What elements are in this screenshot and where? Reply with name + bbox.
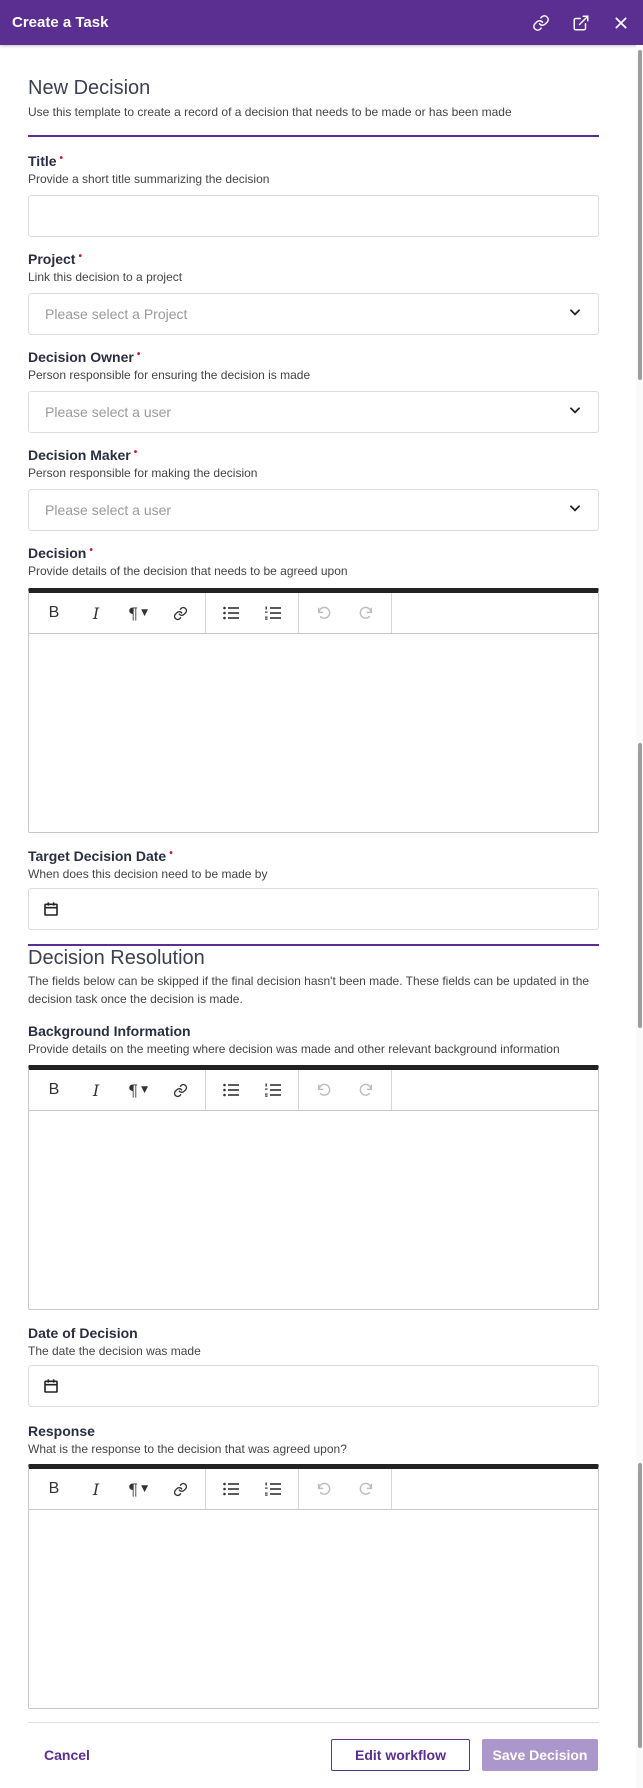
- owner-label: Decision Owner: [28, 349, 134, 365]
- background-editor: [28, 1065, 599, 1310]
- section-header-decision-resolution: [28, 947, 599, 1008]
- decision-label: Decision: [28, 545, 87, 561]
- bullet-list-button[interactable]: [210, 1070, 252, 1110]
- undo-icon: [316, 605, 332, 621]
- redo-button[interactable]: [345, 1070, 387, 1110]
- link-button[interactable]: [159, 593, 201, 633]
- caret-down-icon: ▼: [141, 1484, 149, 1494]
- paragraph-icon: ¶: [127, 1479, 139, 1499]
- background-help: Provide details on the meeting where decision was made and other relevant background information: [28, 1042, 560, 1056]
- redo-icon: [358, 1082, 374, 1098]
- bold-button[interactable]: B: [48, 1081, 60, 1098]
- chevron-down-icon: [568, 501, 582, 520]
- required-marker: •: [59, 153, 64, 164]
- numbered-list-button[interactable]: [252, 1469, 294, 1509]
- editor-toolbar: [29, 1070, 598, 1111]
- calendar-icon: [43, 901, 59, 917]
- edit-workflow-button[interactable]: Edit workflow: [331, 1739, 470, 1771]
- owner-field-group: [28, 349, 310, 382]
- dialog-header: [0, 0, 643, 45]
- italic-button[interactable]: I: [92, 603, 100, 623]
- caret-down-icon: ▼: [141, 608, 149, 618]
- calendar-icon: [43, 1378, 59, 1394]
- project-select[interactable]: [28, 293, 599, 335]
- paragraph-format-button[interactable]: [117, 1469, 159, 1509]
- undo-button[interactable]: [303, 593, 345, 633]
- scrollbar-thumb-secondary[interactable]: [638, 743, 642, 1028]
- redo-icon: [358, 605, 374, 621]
- decision-editor: [28, 588, 599, 833]
- editor-toolbar: [29, 1469, 598, 1510]
- numbered-list-button[interactable]: [252, 593, 294, 633]
- response-label: Response: [28, 1423, 95, 1439]
- required-marker: •: [136, 349, 141, 360]
- bold-button[interactable]: B: [48, 1480, 60, 1497]
- response-field-group: [28, 1423, 347, 1456]
- bold-button[interactable]: B: [48, 604, 60, 621]
- title-field-group: [28, 153, 269, 186]
- maker-placeholder: Please select a user: [45, 502, 172, 518]
- owner-help: Person responsible for ensuring the decision is made: [28, 368, 311, 382]
- undo-button[interactable]: [303, 1469, 345, 1509]
- link-button[interactable]: [159, 1070, 201, 1110]
- bullet-list-icon: [223, 1083, 239, 1097]
- numbered-list-icon: [265, 1482, 281, 1496]
- link-icon: [173, 1482, 188, 1497]
- chevron-down-icon: [568, 403, 582, 422]
- link-icon[interactable]: [531, 13, 551, 33]
- project-label: Project: [28, 251, 76, 267]
- numbered-list-button[interactable]: [252, 1070, 294, 1110]
- cancel-button[interactable]: Cancel: [44, 1747, 90, 1763]
- date-of-decision-help: The date the decision was made: [28, 1344, 201, 1358]
- date-of-decision-field-group: [28, 1325, 201, 1358]
- paragraph-icon: ¶: [127, 1080, 139, 1100]
- background-label: Background Information: [28, 1023, 191, 1039]
- footer-divider: [28, 1722, 599, 1723]
- section-subtitle: The fields below can be skipped if the final decision hasn't been made. These fields can be updated in the decision task once the decision is made.: [28, 974, 590, 1006]
- project-help: Link this decision to a project: [28, 270, 183, 284]
- scrollbar[interactable]: [636, 45, 643, 1788]
- numbered-list-icon: [265, 1083, 281, 1097]
- response-help: What is the response to the decision that was agreed upon?: [28, 1442, 347, 1456]
- dialog-title: Create a Task: [12, 14, 109, 31]
- link-icon: [173, 1083, 188, 1098]
- title-help: Provide a short title summarizing the decision: [28, 172, 270, 186]
- decision-editor-body[interactable]: [29, 634, 598, 832]
- caret-down-icon: ▼: [141, 1085, 149, 1095]
- target-date-label: Target Decision Date: [28, 848, 167, 864]
- undo-button[interactable]: [303, 1070, 345, 1110]
- italic-button[interactable]: I: [92, 1479, 100, 1499]
- required-marker: •: [169, 848, 173, 859]
- undo-icon: [316, 1481, 332, 1497]
- title-label: Title: [28, 153, 57, 169]
- bullet-list-button[interactable]: [210, 1469, 252, 1509]
- required-marker: •: [78, 251, 82, 262]
- italic-button[interactable]: I: [92, 1080, 100, 1100]
- bullet-list-icon: [223, 1482, 239, 1496]
- required-marker: •: [89, 545, 93, 556]
- numbered-list-icon: [265, 606, 281, 620]
- target-date-input[interactable]: [28, 888, 599, 930]
- bullet-list-button[interactable]: [210, 593, 252, 633]
- link-icon: [173, 606, 188, 621]
- paragraph-icon: ¶: [127, 603, 139, 623]
- owner-select[interactable]: [28, 391, 599, 433]
- project-field-group: [28, 251, 182, 284]
- target-date-field-group: [28, 848, 267, 881]
- required-marker: •: [133, 447, 138, 458]
- section-title: New Decision: [28, 77, 151, 99]
- background-editor-body[interactable]: [29, 1111, 598, 1309]
- section-divider: [28, 135, 599, 137]
- undo-icon: [316, 1082, 332, 1098]
- redo-button[interactable]: [345, 1469, 387, 1509]
- response-editor: [28, 1464, 599, 1709]
- editor-toolbar: [29, 593, 598, 634]
- background-field-group: [28, 1023, 560, 1056]
- paragraph-format-button[interactable]: [117, 1070, 159, 1110]
- decision-field-group: [28, 545, 348, 578]
- save-decision-button[interactable]: Save Decision: [482, 1739, 598, 1771]
- maker-field-group: [28, 447, 257, 480]
- redo-icon: [358, 1481, 374, 1497]
- scrollbar-thumb-tertiary[interactable]: [638, 1463, 642, 1748]
- link-button[interactable]: [159, 1469, 201, 1509]
- date-of-decision-input[interactable]: [28, 1365, 599, 1407]
- redo-button[interactable]: [345, 593, 387, 633]
- bullet-list-icon: [223, 606, 239, 620]
- maker-select[interactable]: [28, 489, 599, 531]
- target-date-help: When does this decision need to be made by: [28, 867, 268, 881]
- chevron-down-icon: [568, 305, 582, 324]
- date-of-decision-label: Date of Decision: [28, 1325, 138, 1341]
- section-header-new-decision: [28, 77, 599, 121]
- close-icon[interactable]: [611, 13, 631, 33]
- section-title: Decision Resolution: [28, 947, 205, 969]
- section-divider: [28, 944, 599, 946]
- project-placeholder: Please select a Project: [45, 306, 188, 322]
- title-input[interactable]: [28, 195, 599, 237]
- maker-help: Person responsible for making the decision: [28, 466, 258, 480]
- scrollbar-thumb[interactable]: [638, 50, 642, 380]
- decision-help: Provide details of the decision that needs to be agreed upon: [28, 564, 348, 578]
- owner-placeholder: Please select a user: [45, 404, 172, 420]
- section-subtitle: Use this template to create a record of a decision that needs to be made or has been made: [28, 105, 512, 119]
- external-link-icon[interactable]: [571, 13, 591, 33]
- response-editor-body[interactable]: [29, 1510, 598, 1708]
- maker-label: Decision Maker: [28, 447, 131, 463]
- paragraph-format-button[interactable]: [117, 593, 159, 633]
